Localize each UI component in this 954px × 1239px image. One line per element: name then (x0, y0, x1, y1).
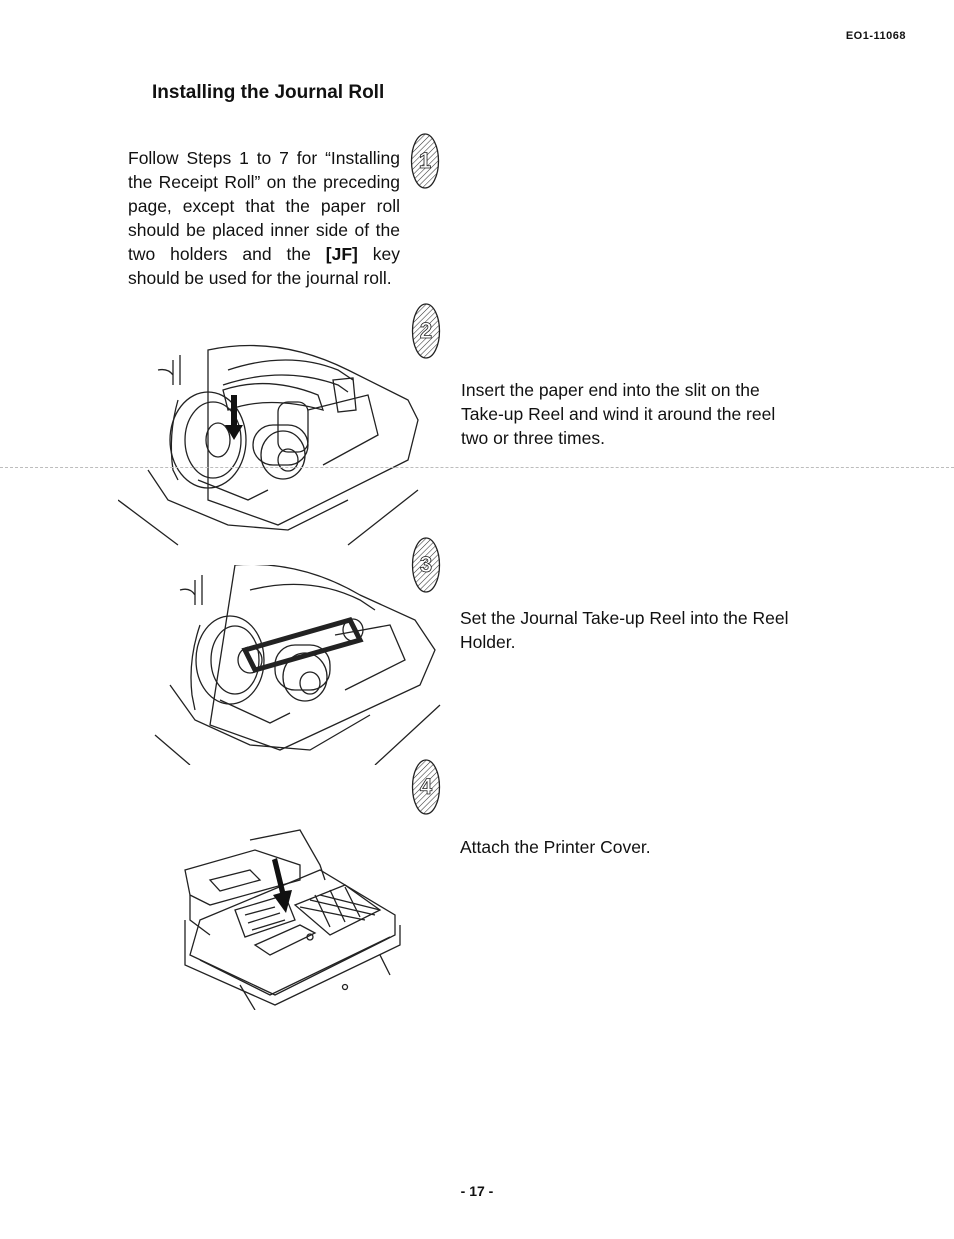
step-4-number: 4 (419, 774, 433, 799)
step-1-text (128, 146, 400, 290)
step-4-text: Attach the Printer Cover. (460, 837, 651, 857)
hatched-oval-step-number-icon (410, 132, 440, 190)
section-title: Installing the Journal Roll (152, 82, 385, 103)
step-3-text: Set the Journal Take-up Reel into the Reel Holder. (460, 608, 789, 652)
step-1-text-part: Follow Steps 1 to 7 for “Installing the Receipt Roll” on the preceding page, except that the paper roll should be placed inner side of the two holders and the (128, 148, 400, 264)
document-code: EO1-11068 (845, 30, 906, 42)
journal-roll-printer-illustration (118, 340, 448, 550)
step-4-badge (411, 758, 441, 816)
step-1-number: 1 (418, 148, 432, 173)
step-2-text: Insert the paper end into the slit on the Take-up Reel and wind it around the reel two or three times. (461, 380, 776, 448)
hatched-oval-step-number-icon (411, 758, 441, 816)
jf-key-label: [JF] (325, 244, 358, 264)
page-number: - 17 - (460, 1183, 494, 1199)
step-1-badge (410, 132, 440, 190)
divider (0, 467, 954, 468)
take-up-reel-illustration (150, 565, 445, 765)
step-3-number: 3 (419, 552, 433, 577)
printer-cover-illustration (180, 825, 405, 1010)
step-1-text-part: key should be used for the journal roll. (128, 244, 400, 288)
step-2-number: 2 (419, 318, 433, 343)
